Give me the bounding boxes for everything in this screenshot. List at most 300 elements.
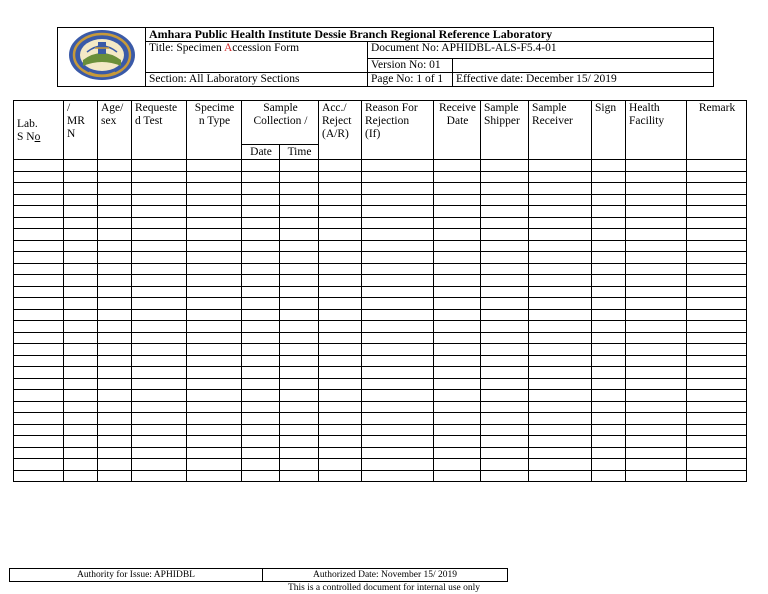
- entry-cell[interactable]: [14, 229, 64, 241]
- entry-cell[interactable]: [529, 459, 592, 471]
- entry-cell[interactable]: [626, 413, 687, 425]
- entry-cell[interactable]: [187, 332, 242, 344]
- entry-cell[interactable]: [687, 321, 747, 333]
- entry-cell[interactable]: [242, 447, 280, 459]
- entry-cell[interactable]: [626, 206, 687, 218]
- entry-cell[interactable]: [626, 194, 687, 206]
- entry-cell[interactable]: [280, 344, 319, 356]
- entry-cell[interactable]: [362, 413, 434, 425]
- entry-cell[interactable]: [132, 355, 187, 367]
- entry-cell[interactable]: [280, 401, 319, 413]
- entry-cell[interactable]: [132, 390, 187, 402]
- entry-cell[interactable]: [187, 171, 242, 183]
- entry-cell[interactable]: [319, 286, 362, 298]
- entry-cell[interactable]: [98, 171, 132, 183]
- entry-cell[interactable]: [187, 194, 242, 206]
- entry-cell[interactable]: [14, 321, 64, 333]
- entry-cell[interactable]: [626, 355, 687, 367]
- entry-cell[interactable]: [319, 401, 362, 413]
- entry-cell[interactable]: [132, 459, 187, 471]
- entry-cell[interactable]: [481, 332, 529, 344]
- entry-cell[interactable]: [14, 436, 64, 448]
- entry-cell[interactable]: [319, 447, 362, 459]
- entry-cell[interactable]: [242, 344, 280, 356]
- entry-cell[interactable]: [626, 275, 687, 287]
- entry-cell[interactable]: [434, 275, 481, 287]
- entry-cell[interactable]: [687, 171, 747, 183]
- entry-cell[interactable]: [529, 171, 592, 183]
- entry-cell[interactable]: [687, 447, 747, 459]
- entry-cell[interactable]: [64, 321, 98, 333]
- entry-cell[interactable]: [187, 424, 242, 436]
- entry-cell[interactable]: [132, 194, 187, 206]
- entry-cell[interactable]: [592, 298, 626, 310]
- entry-cell[interactable]: [687, 424, 747, 436]
- entry-cell[interactable]: [14, 401, 64, 413]
- entry-cell[interactable]: [187, 413, 242, 425]
- entry-cell[interactable]: [529, 424, 592, 436]
- entry-cell[interactable]: [64, 378, 98, 390]
- entry-cell[interactable]: [687, 344, 747, 356]
- entry-cell[interactable]: [98, 194, 132, 206]
- entry-cell[interactable]: [187, 286, 242, 298]
- entry-cell[interactable]: [98, 413, 132, 425]
- entry-cell[interactable]: [626, 160, 687, 172]
- entry-cell[interactable]: [64, 183, 98, 195]
- entry-cell[interactable]: [529, 447, 592, 459]
- entry-cell[interactable]: [687, 286, 747, 298]
- entry-cell[interactable]: [362, 470, 434, 482]
- entry-cell[interactable]: [242, 367, 280, 379]
- entry-cell[interactable]: [98, 321, 132, 333]
- entry-cell[interactable]: [14, 206, 64, 218]
- entry-cell[interactable]: [98, 298, 132, 310]
- entry-cell[interactable]: [14, 390, 64, 402]
- entry-cell[interactable]: [626, 470, 687, 482]
- entry-cell[interactable]: [242, 194, 280, 206]
- entry-cell[interactable]: [481, 309, 529, 321]
- entry-cell[interactable]: [280, 390, 319, 402]
- entry-cell[interactable]: [14, 424, 64, 436]
- entry-cell[interactable]: [319, 206, 362, 218]
- entry-cell[interactable]: [434, 344, 481, 356]
- entry-cell[interactable]: [626, 263, 687, 275]
- entry-cell[interactable]: [529, 321, 592, 333]
- entry-cell[interactable]: [481, 183, 529, 195]
- entry-cell[interactable]: [319, 194, 362, 206]
- entry-cell[interactable]: [592, 413, 626, 425]
- entry-cell[interactable]: [64, 160, 98, 172]
- entry-cell[interactable]: [529, 413, 592, 425]
- entry-cell[interactable]: [242, 309, 280, 321]
- entry-cell[interactable]: [64, 332, 98, 344]
- entry-cell[interactable]: [132, 424, 187, 436]
- entry-cell[interactable]: [187, 344, 242, 356]
- entry-cell[interactable]: [242, 401, 280, 413]
- entry-cell[interactable]: [319, 171, 362, 183]
- entry-cell[interactable]: [132, 470, 187, 482]
- entry-cell[interactable]: [434, 240, 481, 252]
- entry-cell[interactable]: [592, 194, 626, 206]
- entry-cell[interactable]: [481, 355, 529, 367]
- entry-cell[interactable]: [362, 447, 434, 459]
- entry-cell[interactable]: [362, 344, 434, 356]
- entry-cell[interactable]: [64, 401, 98, 413]
- entry-cell[interactable]: [481, 194, 529, 206]
- entry-cell[interactable]: [242, 252, 280, 264]
- entry-cell[interactable]: [280, 229, 319, 241]
- entry-cell[interactable]: [242, 298, 280, 310]
- entry-cell[interactable]: [319, 413, 362, 425]
- entry-cell[interactable]: [362, 298, 434, 310]
- entry-cell[interactable]: [481, 447, 529, 459]
- entry-cell[interactable]: [280, 470, 319, 482]
- entry-cell[interactable]: [14, 447, 64, 459]
- entry-cell[interactable]: [14, 275, 64, 287]
- entry-cell[interactable]: [14, 171, 64, 183]
- entry-cell[interactable]: [14, 344, 64, 356]
- entry-cell[interactable]: [362, 240, 434, 252]
- entry-cell[interactable]: [14, 413, 64, 425]
- entry-cell[interactable]: [434, 217, 481, 229]
- entry-cell[interactable]: [687, 355, 747, 367]
- entry-cell[interactable]: [434, 447, 481, 459]
- entry-cell[interactable]: [529, 344, 592, 356]
- entry-cell[interactable]: [319, 367, 362, 379]
- entry-cell[interactable]: [132, 217, 187, 229]
- entry-cell[interactable]: [529, 286, 592, 298]
- entry-cell[interactable]: [592, 367, 626, 379]
- entry-cell[interactable]: [98, 401, 132, 413]
- entry-cell[interactable]: [187, 459, 242, 471]
- entry-cell[interactable]: [626, 171, 687, 183]
- entry-cell[interactable]: [592, 355, 626, 367]
- entry-cell[interactable]: [362, 206, 434, 218]
- entry-cell[interactable]: [132, 447, 187, 459]
- entry-cell[interactable]: [64, 206, 98, 218]
- entry-cell[interactable]: [434, 424, 481, 436]
- entry-cell[interactable]: [481, 160, 529, 172]
- entry-cell[interactable]: [280, 436, 319, 448]
- entry-cell[interactable]: [434, 332, 481, 344]
- entry-cell[interactable]: [626, 344, 687, 356]
- entry-cell[interactable]: [687, 390, 747, 402]
- entry-cell[interactable]: [280, 424, 319, 436]
- entry-cell[interactable]: [187, 160, 242, 172]
- entry-cell[interactable]: [98, 252, 132, 264]
- entry-cell[interactable]: [132, 263, 187, 275]
- entry-cell[interactable]: [280, 367, 319, 379]
- entry-cell[interactable]: [132, 413, 187, 425]
- entry-cell[interactable]: [434, 206, 481, 218]
- entry-cell[interactable]: [187, 298, 242, 310]
- entry-cell[interactable]: [529, 263, 592, 275]
- entry-cell[interactable]: [481, 424, 529, 436]
- entry-cell[interactable]: [14, 309, 64, 321]
- entry-cell[interactable]: [132, 240, 187, 252]
- entry-cell[interactable]: [14, 252, 64, 264]
- entry-cell[interactable]: [132, 332, 187, 344]
- entry-cell[interactable]: [592, 229, 626, 241]
- entry-cell[interactable]: [280, 413, 319, 425]
- entry-cell[interactable]: [64, 252, 98, 264]
- entry-cell[interactable]: [319, 229, 362, 241]
- entry-cell[interactable]: [481, 240, 529, 252]
- entry-cell[interactable]: [132, 309, 187, 321]
- entry-cell[interactable]: [64, 194, 98, 206]
- entry-cell[interactable]: [64, 344, 98, 356]
- entry-cell[interactable]: [280, 447, 319, 459]
- entry-cell[interactable]: [434, 194, 481, 206]
- entry-cell[interactable]: [592, 447, 626, 459]
- entry-cell[interactable]: [319, 263, 362, 275]
- entry-cell[interactable]: [434, 401, 481, 413]
- entry-cell[interactable]: [626, 183, 687, 195]
- entry-cell[interactable]: [187, 229, 242, 241]
- entry-cell[interactable]: [592, 183, 626, 195]
- entry-cell[interactable]: [434, 263, 481, 275]
- entry-cell[interactable]: [319, 309, 362, 321]
- entry-cell[interactable]: [132, 367, 187, 379]
- entry-cell[interactable]: [434, 436, 481, 448]
- entry-cell[interactable]: [14, 298, 64, 310]
- entry-cell[interactable]: [98, 344, 132, 356]
- entry-cell[interactable]: [362, 332, 434, 344]
- entry-cell[interactable]: [64, 390, 98, 402]
- entry-cell[interactable]: [592, 436, 626, 448]
- entry-cell[interactable]: [529, 470, 592, 482]
- entry-cell[interactable]: [529, 298, 592, 310]
- entry-cell[interactable]: [687, 194, 747, 206]
- entry-cell[interactable]: [362, 459, 434, 471]
- entry-cell[interactable]: [687, 275, 747, 287]
- entry-cell[interactable]: [626, 252, 687, 264]
- entry-cell[interactable]: [14, 160, 64, 172]
- entry-cell[interactable]: [64, 286, 98, 298]
- entry-cell[interactable]: [280, 206, 319, 218]
- entry-cell[interactable]: [187, 401, 242, 413]
- entry-cell[interactable]: [280, 321, 319, 333]
- entry-cell[interactable]: [64, 309, 98, 321]
- entry-cell[interactable]: [481, 263, 529, 275]
- entry-cell[interactable]: [132, 183, 187, 195]
- entry-cell[interactable]: [242, 355, 280, 367]
- entry-cell[interactable]: [187, 263, 242, 275]
- entry-cell[interactable]: [481, 298, 529, 310]
- entry-cell[interactable]: [64, 436, 98, 448]
- entry-cell[interactable]: [626, 286, 687, 298]
- entry-cell[interactable]: [64, 447, 98, 459]
- entry-cell[interactable]: [280, 355, 319, 367]
- entry-cell[interactable]: [98, 436, 132, 448]
- entry-cell[interactable]: [434, 252, 481, 264]
- entry-cell[interactable]: [319, 160, 362, 172]
- entry-cell[interactable]: [626, 229, 687, 241]
- entry-cell[interactable]: [434, 367, 481, 379]
- entry-cell[interactable]: [98, 160, 132, 172]
- entry-cell[interactable]: [434, 390, 481, 402]
- entry-cell[interactable]: [14, 183, 64, 195]
- entry-cell[interactable]: [434, 378, 481, 390]
- entry-cell[interactable]: [529, 252, 592, 264]
- entry-cell[interactable]: [64, 355, 98, 367]
- entry-cell[interactable]: [529, 332, 592, 344]
- entry-cell[interactable]: [64, 263, 98, 275]
- entry-cell[interactable]: [98, 275, 132, 287]
- entry-cell[interactable]: [529, 390, 592, 402]
- entry-cell[interactable]: [319, 252, 362, 264]
- entry-cell[interactable]: [187, 470, 242, 482]
- entry-cell[interactable]: [319, 390, 362, 402]
- entry-cell[interactable]: [98, 217, 132, 229]
- entry-cell[interactable]: [362, 252, 434, 264]
- entry-cell[interactable]: [687, 309, 747, 321]
- entry-cell[interactable]: [98, 183, 132, 195]
- entry-cell[interactable]: [626, 447, 687, 459]
- entry-cell[interactable]: [592, 344, 626, 356]
- entry-cell[interactable]: [592, 332, 626, 344]
- entry-cell[interactable]: [14, 286, 64, 298]
- entry-cell[interactable]: [481, 459, 529, 471]
- entry-cell[interactable]: [687, 240, 747, 252]
- entry-cell[interactable]: [481, 378, 529, 390]
- entry-cell[interactable]: [14, 355, 64, 367]
- entry-cell[interactable]: [626, 367, 687, 379]
- entry-cell[interactable]: [98, 459, 132, 471]
- entry-cell[interactable]: [592, 401, 626, 413]
- entry-cell[interactable]: [280, 286, 319, 298]
- entry-cell[interactable]: [132, 171, 187, 183]
- entry-cell[interactable]: [98, 263, 132, 275]
- entry-cell[interactable]: [481, 344, 529, 356]
- entry-cell[interactable]: [280, 332, 319, 344]
- entry-cell[interactable]: [98, 309, 132, 321]
- entry-cell[interactable]: [687, 367, 747, 379]
- entry-cell[interactable]: [592, 470, 626, 482]
- entry-cell[interactable]: [187, 309, 242, 321]
- entry-cell[interactable]: [132, 378, 187, 390]
- entry-cell[interactable]: [592, 424, 626, 436]
- entry-cell[interactable]: [362, 436, 434, 448]
- entry-cell[interactable]: [481, 252, 529, 264]
- entry-cell[interactable]: [98, 367, 132, 379]
- entry-cell[interactable]: [98, 378, 132, 390]
- entry-cell[interactable]: [434, 459, 481, 471]
- entry-cell[interactable]: [242, 275, 280, 287]
- entry-cell[interactable]: [529, 309, 592, 321]
- entry-cell[interactable]: [64, 275, 98, 287]
- entry-cell[interactable]: [132, 401, 187, 413]
- entry-cell[interactable]: [626, 321, 687, 333]
- entry-cell[interactable]: [280, 298, 319, 310]
- entry-cell[interactable]: [64, 229, 98, 241]
- entry-cell[interactable]: [592, 160, 626, 172]
- entry-cell[interactable]: [481, 286, 529, 298]
- entry-cell[interactable]: [14, 378, 64, 390]
- entry-cell[interactable]: [529, 401, 592, 413]
- entry-cell[interactable]: [187, 378, 242, 390]
- entry-cell[interactable]: [98, 447, 132, 459]
- entry-cell[interactable]: [434, 321, 481, 333]
- entry-cell[interactable]: [132, 206, 187, 218]
- entry-cell[interactable]: [187, 390, 242, 402]
- entry-cell[interactable]: [14, 367, 64, 379]
- entry-cell[interactable]: [362, 263, 434, 275]
- entry-cell[interactable]: [280, 459, 319, 471]
- entry-cell[interactable]: [481, 206, 529, 218]
- entry-cell[interactable]: [687, 183, 747, 195]
- entry-cell[interactable]: [319, 470, 362, 482]
- entry-cell[interactable]: [529, 217, 592, 229]
- entry-cell[interactable]: [434, 286, 481, 298]
- entry-cell[interactable]: [98, 390, 132, 402]
- entry-cell[interactable]: [434, 309, 481, 321]
- entry-cell[interactable]: [280, 263, 319, 275]
- entry-cell[interactable]: [362, 217, 434, 229]
- entry-cell[interactable]: [64, 217, 98, 229]
- entry-cell[interactable]: [98, 332, 132, 344]
- entry-cell[interactable]: [626, 401, 687, 413]
- entry-cell[interactable]: [242, 217, 280, 229]
- entry-cell[interactable]: [98, 240, 132, 252]
- entry-cell[interactable]: [319, 240, 362, 252]
- entry-cell[interactable]: [187, 447, 242, 459]
- entry-cell[interactable]: [592, 275, 626, 287]
- entry-cell[interactable]: [132, 344, 187, 356]
- entry-cell[interactable]: [687, 217, 747, 229]
- entry-cell[interactable]: [529, 206, 592, 218]
- entry-cell[interactable]: [434, 183, 481, 195]
- entry-cell[interactable]: [362, 378, 434, 390]
- entry-cell[interactable]: [626, 424, 687, 436]
- entry-cell[interactable]: [434, 229, 481, 241]
- entry-cell[interactable]: [687, 206, 747, 218]
- entry-cell[interactable]: [242, 459, 280, 471]
- entry-cell[interactable]: [626, 436, 687, 448]
- entry-cell[interactable]: [626, 459, 687, 471]
- entry-cell[interactable]: [14, 470, 64, 482]
- entry-cell[interactable]: [481, 413, 529, 425]
- entry-cell[interactable]: [592, 286, 626, 298]
- entry-cell[interactable]: [626, 332, 687, 344]
- entry-cell[interactable]: [132, 298, 187, 310]
- entry-cell[interactable]: [242, 321, 280, 333]
- entry-cell[interactable]: [592, 309, 626, 321]
- entry-cell[interactable]: [132, 229, 187, 241]
- entry-cell[interactable]: [187, 206, 242, 218]
- entry-cell[interactable]: [592, 390, 626, 402]
- entry-cell[interactable]: [280, 183, 319, 195]
- entry-cell[interactable]: [242, 286, 280, 298]
- entry-cell[interactable]: [280, 275, 319, 287]
- entry-cell[interactable]: [98, 424, 132, 436]
- entry-cell[interactable]: [14, 217, 64, 229]
- entry-cell[interactable]: [14, 332, 64, 344]
- entry-cell[interactable]: [592, 378, 626, 390]
- entry-cell[interactable]: [529, 355, 592, 367]
- entry-cell[interactable]: [319, 332, 362, 344]
- entry-cell[interactable]: [319, 355, 362, 367]
- entry-cell[interactable]: [187, 367, 242, 379]
- entry-cell[interactable]: [362, 160, 434, 172]
- entry-cell[interactable]: [98, 470, 132, 482]
- entry-cell[interactable]: [14, 240, 64, 252]
- entry-cell[interactable]: [187, 355, 242, 367]
- entry-cell[interactable]: [592, 459, 626, 471]
- entry-cell[interactable]: [362, 321, 434, 333]
- entry-cell[interactable]: [529, 240, 592, 252]
- entry-cell[interactable]: [64, 459, 98, 471]
